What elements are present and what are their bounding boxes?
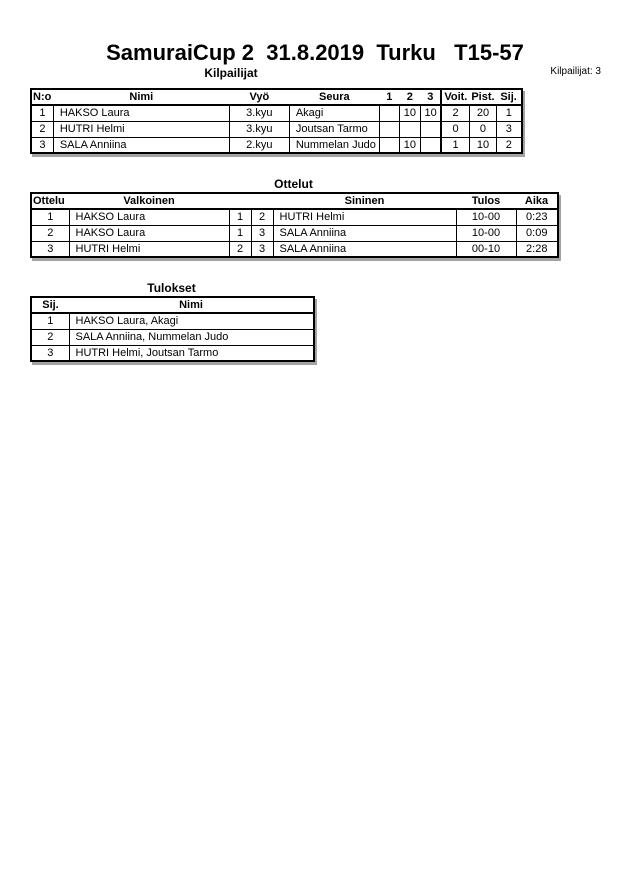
competitor-wins-cell: 0 (441, 121, 469, 137)
result-name-cell: HAKSO Laura, Akagi (69, 313, 314, 329)
match-no-cell: 2 (31, 225, 69, 241)
result-place-cell: 2 (31, 329, 69, 345)
competitor-points-cell: 10 (469, 137, 496, 153)
matches-header-white: Valkoinen (69, 193, 229, 209)
results-header-place: Sij. (31, 297, 69, 313)
results-header-row (31, 297, 314, 313)
competitor-place-cell: 2 (497, 137, 522, 153)
result-row (31, 329, 314, 345)
competitor-round1-cell (379, 121, 399, 137)
competitor-wins-cell: 1 (441, 137, 469, 153)
competitor-no-cell: 2 (31, 121, 53, 137)
competitor-round2-cell: 10 (399, 105, 420, 121)
competitor-name-cell: SALA Anniina (53, 137, 229, 153)
match-row (31, 241, 558, 257)
match-row (31, 225, 558, 241)
match-blue-name-cell: HUTRI Helmi (273, 209, 456, 225)
match-no-cell: 1 (31, 209, 69, 225)
competitor-round1-cell (379, 137, 399, 153)
competitor-belt-cell: 3.kyu (229, 105, 289, 121)
competitors-header-wins: Voit. (441, 89, 469, 105)
match-blue-no-cell: 3 (251, 225, 273, 241)
match-blue-no-cell: 2 (251, 209, 273, 225)
match-row (31, 209, 558, 225)
competitors-section-title: Kilpailijat (204, 66, 258, 80)
match-time-cell: 2:28 (516, 241, 558, 257)
competitors-header-round3: 3 (420, 89, 441, 105)
result-row (31, 313, 314, 329)
competitor-round1-cell (379, 105, 399, 121)
competitor-row (31, 137, 522, 153)
competitors-table (30, 88, 523, 154)
match-white-name-cell: HAKSO Laura (69, 209, 229, 225)
match-result-cell: 10-00 (456, 209, 516, 225)
page-title: SamuraiCup 2 31.8.2019 Turku T15-57 (106, 40, 524, 65)
match-result-cell: 10-00 (456, 225, 516, 241)
competitor-points-cell: 20 (469, 105, 496, 121)
competitors-header-club: Seura (289, 89, 379, 105)
competitor-row (31, 121, 522, 137)
competitor-name-cell: HUTRI Helmi (53, 121, 229, 137)
competitors-header-place: Sij. (497, 89, 522, 105)
competitor-club-cell: Joutsan Tarmo (289, 121, 379, 137)
competitor-round2-cell: 10 (399, 137, 420, 153)
match-white-no-cell: 1 (229, 225, 251, 241)
matches-table (30, 192, 559, 258)
matches-header-blue: Sininen (273, 193, 456, 209)
competitor-wins-cell: 2 (441, 105, 469, 121)
competitor-club-cell: Nummelan Judo (289, 137, 379, 153)
match-white-no-cell: 2 (229, 241, 251, 257)
competitor-place-cell: 1 (497, 105, 522, 121)
matches-header-row (31, 193, 558, 209)
competitor-name-cell: HAKSO Laura (53, 105, 229, 121)
match-white-no-cell: 1 (229, 209, 251, 225)
result-name-cell: HUTRI Helmi, Joutsan Tarmo (69, 345, 314, 361)
competitors-header-points: Pist. (471, 91, 495, 103)
match-blue-name-cell: SALA Anniina (273, 241, 456, 257)
match-result-cell: 00-10 (456, 241, 516, 257)
competitor-round2-cell (399, 121, 420, 137)
competitor-row (31, 105, 522, 121)
matches-header-match: Ottelu (31, 193, 69, 209)
result-place-cell: 1 (31, 313, 69, 329)
competitors-count-label: Kilpailijat: 3 (550, 66, 601, 77)
match-white-name-cell: HAKSO Laura (69, 225, 229, 241)
matches-header-white-no-spacer (229, 193, 251, 209)
result-name-cell: SALA Anniina, Nummelan Judo (69, 329, 314, 345)
competitors-header-no: N:o (33, 91, 52, 103)
match-blue-name-cell: SALA Anniina (273, 225, 456, 241)
competitors-header-belt: Vyö (229, 89, 289, 105)
competitor-round3-cell (420, 137, 441, 153)
results-table (30, 296, 315, 362)
match-white-name-cell: HUTRI Helmi (69, 241, 229, 257)
competitor-belt-cell: 3.kyu (229, 121, 289, 137)
match-time-cell: 0:23 (516, 209, 558, 225)
match-no-cell: 3 (31, 241, 69, 257)
competitor-no-cell: 3 (31, 137, 53, 153)
competitors-header-row (31, 89, 522, 105)
results-section-title: Tulokset (147, 281, 196, 295)
matches-header-time: Aika (516, 193, 558, 209)
competitor-belt-cell: 2.kyu (229, 137, 289, 153)
competitor-round3-cell (420, 121, 441, 137)
competitors-header-round1: 1 (379, 89, 399, 105)
competitors-header-name: Nimi (53, 89, 229, 105)
competitor-club-cell: Akagi (289, 105, 379, 121)
match-time-cell: 0:09 (516, 225, 558, 241)
competitor-round3-cell: 10 (420, 105, 441, 121)
match-blue-no-cell: 3 (251, 241, 273, 257)
results-header-name: Nimi (69, 297, 314, 313)
competitor-no-cell: 1 (31, 105, 53, 121)
competitor-place-cell: 3 (497, 121, 522, 137)
competitors-header-round2: 2 (399, 89, 420, 105)
matches-header-blue-no-spacer (251, 193, 273, 209)
competitor-points-cell: 0 (469, 121, 496, 137)
result-place-cell: 3 (31, 345, 69, 361)
result-row (31, 345, 314, 361)
matches-header-result: Tulos (456, 193, 516, 209)
matches-section-title: Ottelut (274, 177, 313, 191)
